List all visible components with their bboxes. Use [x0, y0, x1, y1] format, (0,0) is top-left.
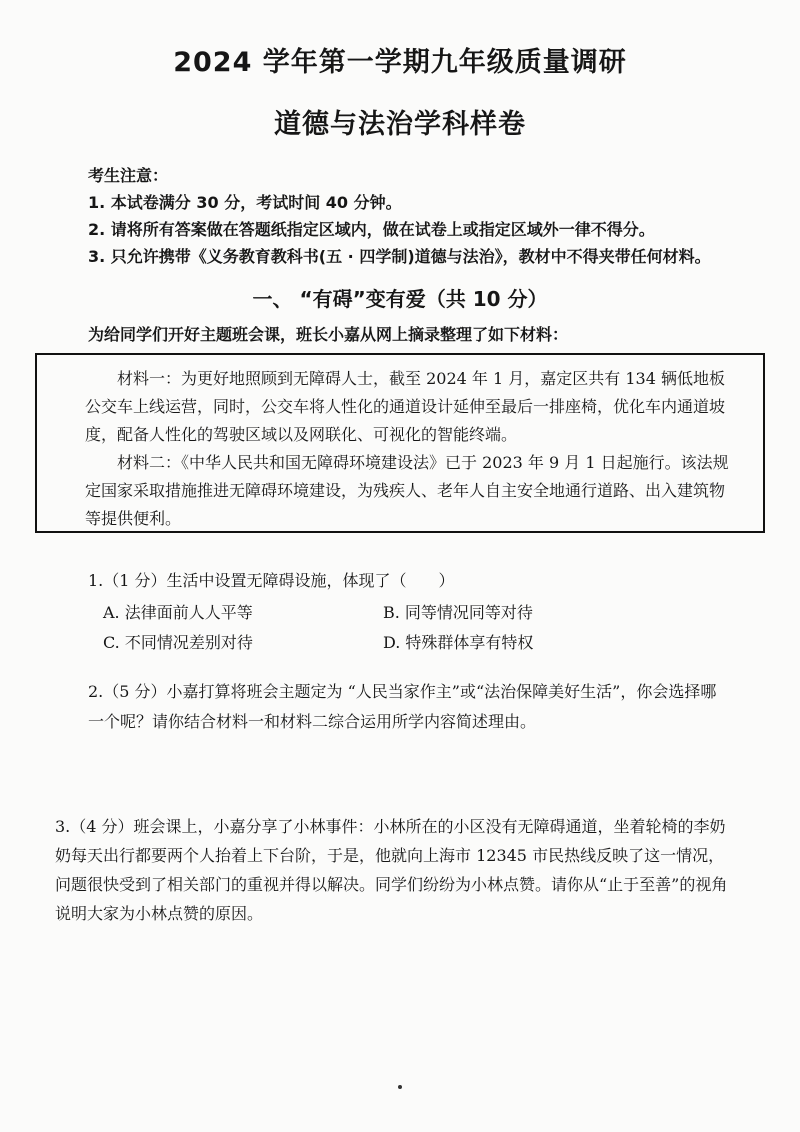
option-b: B. 同等情况同等对待 — [383, 602, 533, 622]
page-mark — [398, 1085, 402, 1089]
section-intro: 为给同学们开好主题班会课，班长小嘉从网上摘录整理了如下材料： — [88, 325, 569, 344]
exam-title: 2024 学年第一学期九年级质量调研 — [173, 47, 627, 78]
question-3: 3.（4 分）班会课上，小嘉分享了小林事件：小林所在的小区没有无障碍通道，坐着轮椅的李奶奶每天出行都要两个人抬着上下台阶，于是，他就向上海市 12345 市民热线反映了这一情况，问题很快受到了相关部门的重视并得以解决。同学们纷纷为小林点赞。请你从“止于至善”的视角说明大家为小林点赞的原因。 — [55, 817, 728, 923]
notice-heading: 考生注意： — [88, 166, 169, 185]
candidate-notice — [88, 162, 768, 270]
materials-box — [35, 353, 765, 533]
question-1-options — [103, 596, 663, 656]
question-2: 2.（5 分）小嘉打算将班会主题定为 “人民当家作主”或“法治保障美好生活”，你会选择哪一个呢？请你结合材料一和材料二综合运用所学内容简述理由。 — [88, 682, 717, 731]
option-d: D. 特殊群体享有特权 — [383, 632, 534, 652]
exam-subtitle: 道德与法治学科样卷 — [274, 109, 526, 140]
material-one: 材料一：为更好地照顾到无障碍人士，截至 2024 年 1 月，嘉定区共有 134 辆低地板公交车上线运营，同时，公交车将人性化的通道设计延伸至最后一排座椅，优化车内通道坡度，配备人性化的驾驶区域以及网联化、可视化的智能终端。 — [85, 369, 726, 444]
question-1-stem: 1.（1 分）生活中设置无障碍设施，体现了（ ） — [88, 571, 455, 590]
section-title: 一、 “有碍”变有爱（共 10 分） — [252, 287, 548, 311]
material-two: 材料二：《中华人民共和国无障碍环境建设法》已于 2023 年 9 月 1 日起施行。该法规定国家采取措施推进无障碍环境建设，为残疾人、老年人自主安全地通行道路、出入建筑物等提供便利。 — [85, 453, 729, 528]
notice-item: 1. 本试卷满分 30 分，考试时间 40 分钟。 — [88, 193, 402, 212]
option-c: C. 不同情况差别对待 — [103, 632, 253, 652]
notice-item: 2. 请将所有答案做在答题纸指定区域内，做在试卷上或指定区域外一律不得分。 — [88, 220, 655, 239]
notice-item: 3. 只允许携带《义务教育教科书(五 · 四学制)道德与法治》，教材中不得夹带任何材料。 — [88, 247, 711, 266]
option-a: A. 法律面前人人平等 — [103, 602, 253, 622]
